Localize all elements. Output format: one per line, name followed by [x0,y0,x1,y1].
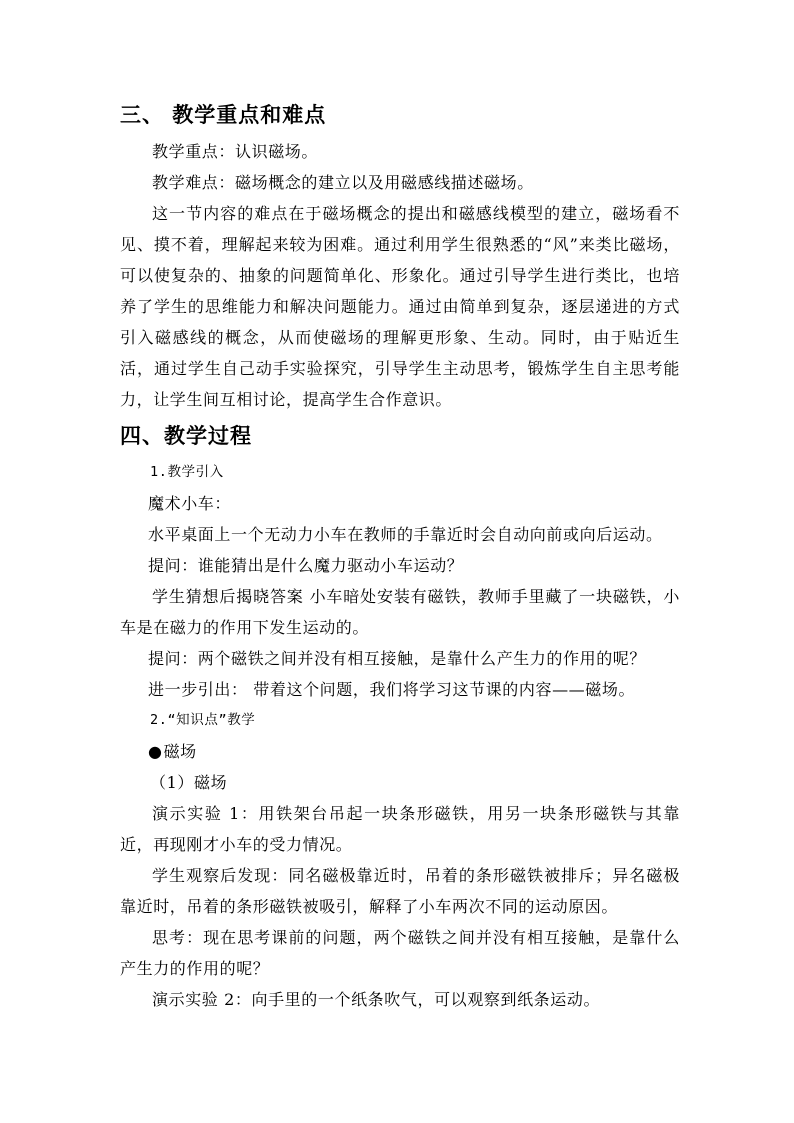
question-1: 提问：谁能猜出是什么魔力驱动小车运动？ [148,556,464,575]
intro-label: 1.教学引入 [150,464,224,480]
bullet-magnetic-field [120,736,680,767]
lead-in: 进一步引出： 带着这个问题，我们将学习这节课的内容——磁场。 [148,680,636,699]
section3-heading: 三、 教学重点和难点 [120,103,327,127]
document-content [120,100,680,1015]
section4-heading: 四、教学过程 [120,424,252,448]
bullet-label: 磁场 [163,742,197,761]
magic-car-description: 水平桌面上一个无动力小车在教师的手靠近时会自动向前或向后运动。 [148,525,663,544]
magic-car-label: 魔术小车： [148,494,232,513]
knowledge-label: 2.“知识点”教学 [150,712,256,728]
difficulty-paragraph: 这一节内容的难点在于磁场概念的提出和磁感线模型的建立，磁场看不见、摸不着，理解起来较为困难。通过利用学生很熟悉的“风”来类比磁场，可以使复杂的、抽象的问题简单化、形象化。通过引导学生进行类比，也培养了学生的思维能力和解决问题能力。通过由简单到复杂，逐层递进的方式引入磁感线的概念，从而使磁场的理解更形象、生动。同时，由于贴近生活，通过学生自己动手实验探究，引导学生主动思考，锻炼学生自主思考能力，让学生间互相讨论，提高学生合作意识。 [120,204,680,409]
answer-1: 学生猜想后揭晓答案 小车暗处安装有磁铁，教师手里藏了一块磁铁，小车是在磁力的作用下发生运动的。 [120,587,680,637]
subsection-label: （1）磁场 [150,773,228,792]
teaching-difficulty: 教学难点：磁场概念的建立以及用磁感线描述磁场。 [152,173,534,192]
question-2: 提问：两个磁铁之间并没有相互接触，是靠什么产生力的作用的呢？ [148,649,647,668]
student-observation: 学生观察后发现：同名磁极靠近时，吊着的条形磁铁被排斥；异名磁极靠近时，吊着的条形磁铁被吸引，解释了小车两次不同的运动原因。 [120,866,680,916]
demo-experiment-1: 演示实验 1：用铁架台吊起一块条形磁铁，用另一块条形磁铁与其靠近，再现刚才小车的受力情况。 [120,804,680,854]
thinking-question: 思考：现在思考课前的问题，两个磁铁之间并没有相互接触，是靠什么产生力的作用的呢？ [120,928,680,978]
teaching-focus: 教学重点：认识磁场。 [152,142,319,161]
bullet-icon: ● [148,742,163,761]
demo-experiment-2: 演示实验 2：向手里的一个纸条吹气，可以观察到纸条运动。 [152,990,601,1009]
